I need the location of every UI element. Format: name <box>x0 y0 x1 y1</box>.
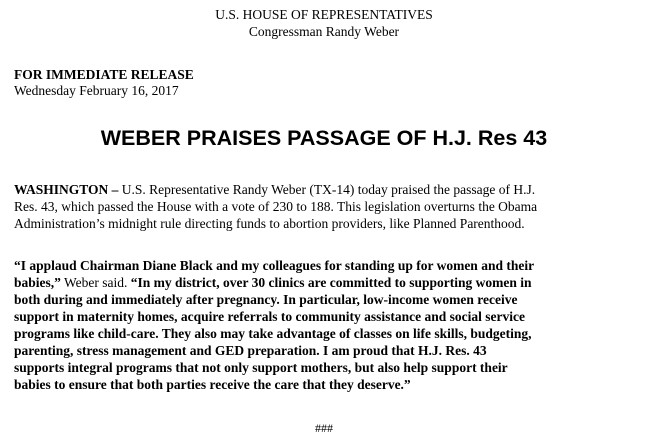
paragraph-line <box>14 181 636 198</box>
paragraph-line: Administration’s midnight rule directing funds to abortion providers, like Planned Parenthood. <box>14 216 525 231</box>
end-mark: ### <box>315 421 333 435</box>
paragraph-line: Res. 43, which passed the House with a vote of 230 to 188. This legislation overturns the Obama <box>14 199 538 214</box>
quote-line: “I applaud Chairman Diane Black and my colleagues for standing up for women and their <box>14 258 535 273</box>
quote-line <box>14 274 636 291</box>
release-date: Wednesday February 16, 2017 <box>14 83 179 98</box>
paragraph-quote <box>14 257 636 393</box>
release-label: FOR IMMEDIATE RELEASE <box>14 67 194 82</box>
quote-text: babies,” <box>14 275 61 290</box>
paragraph-intro <box>14 181 636 232</box>
quote-line: parenting, stress management and GED preparation. I am proud that H.J. Res. 43 <box>14 343 487 358</box>
quote-line: both during and immediately after pregnancy. In particular, low-income women receive <box>14 292 518 307</box>
organization-name: U.S. HOUSE OF REPRESENTATIVES <box>215 7 433 22</box>
quote-attribution: Weber said. <box>60 275 131 290</box>
dateline: WASHINGTON – <box>14 182 119 197</box>
congressman-name: Congressman Randy Weber <box>248 24 400 39</box>
quote-line: babies to ensure that both parties receive the care that they deserve.” <box>14 377 411 392</box>
quote-line: supports integral programs that not only support mothers, but also help support their <box>14 360 508 375</box>
quote-text: “In my district, over 30 clinics are committed to supporting women in <box>130 275 532 290</box>
quote-line: programs like child-care. They also may take advantage of classes on life skills, budgeting, <box>14 326 532 341</box>
quote-line: support in maternity homes, acquire referrals to community assistance and social service <box>14 309 525 324</box>
headline: WEBER PRAISES PASSAGE OF H.J. Res 43 <box>100 126 548 150</box>
paragraph-text: U.S. Representative Randy Weber (TX-14) today praised the passage of H.J. <box>118 182 536 197</box>
